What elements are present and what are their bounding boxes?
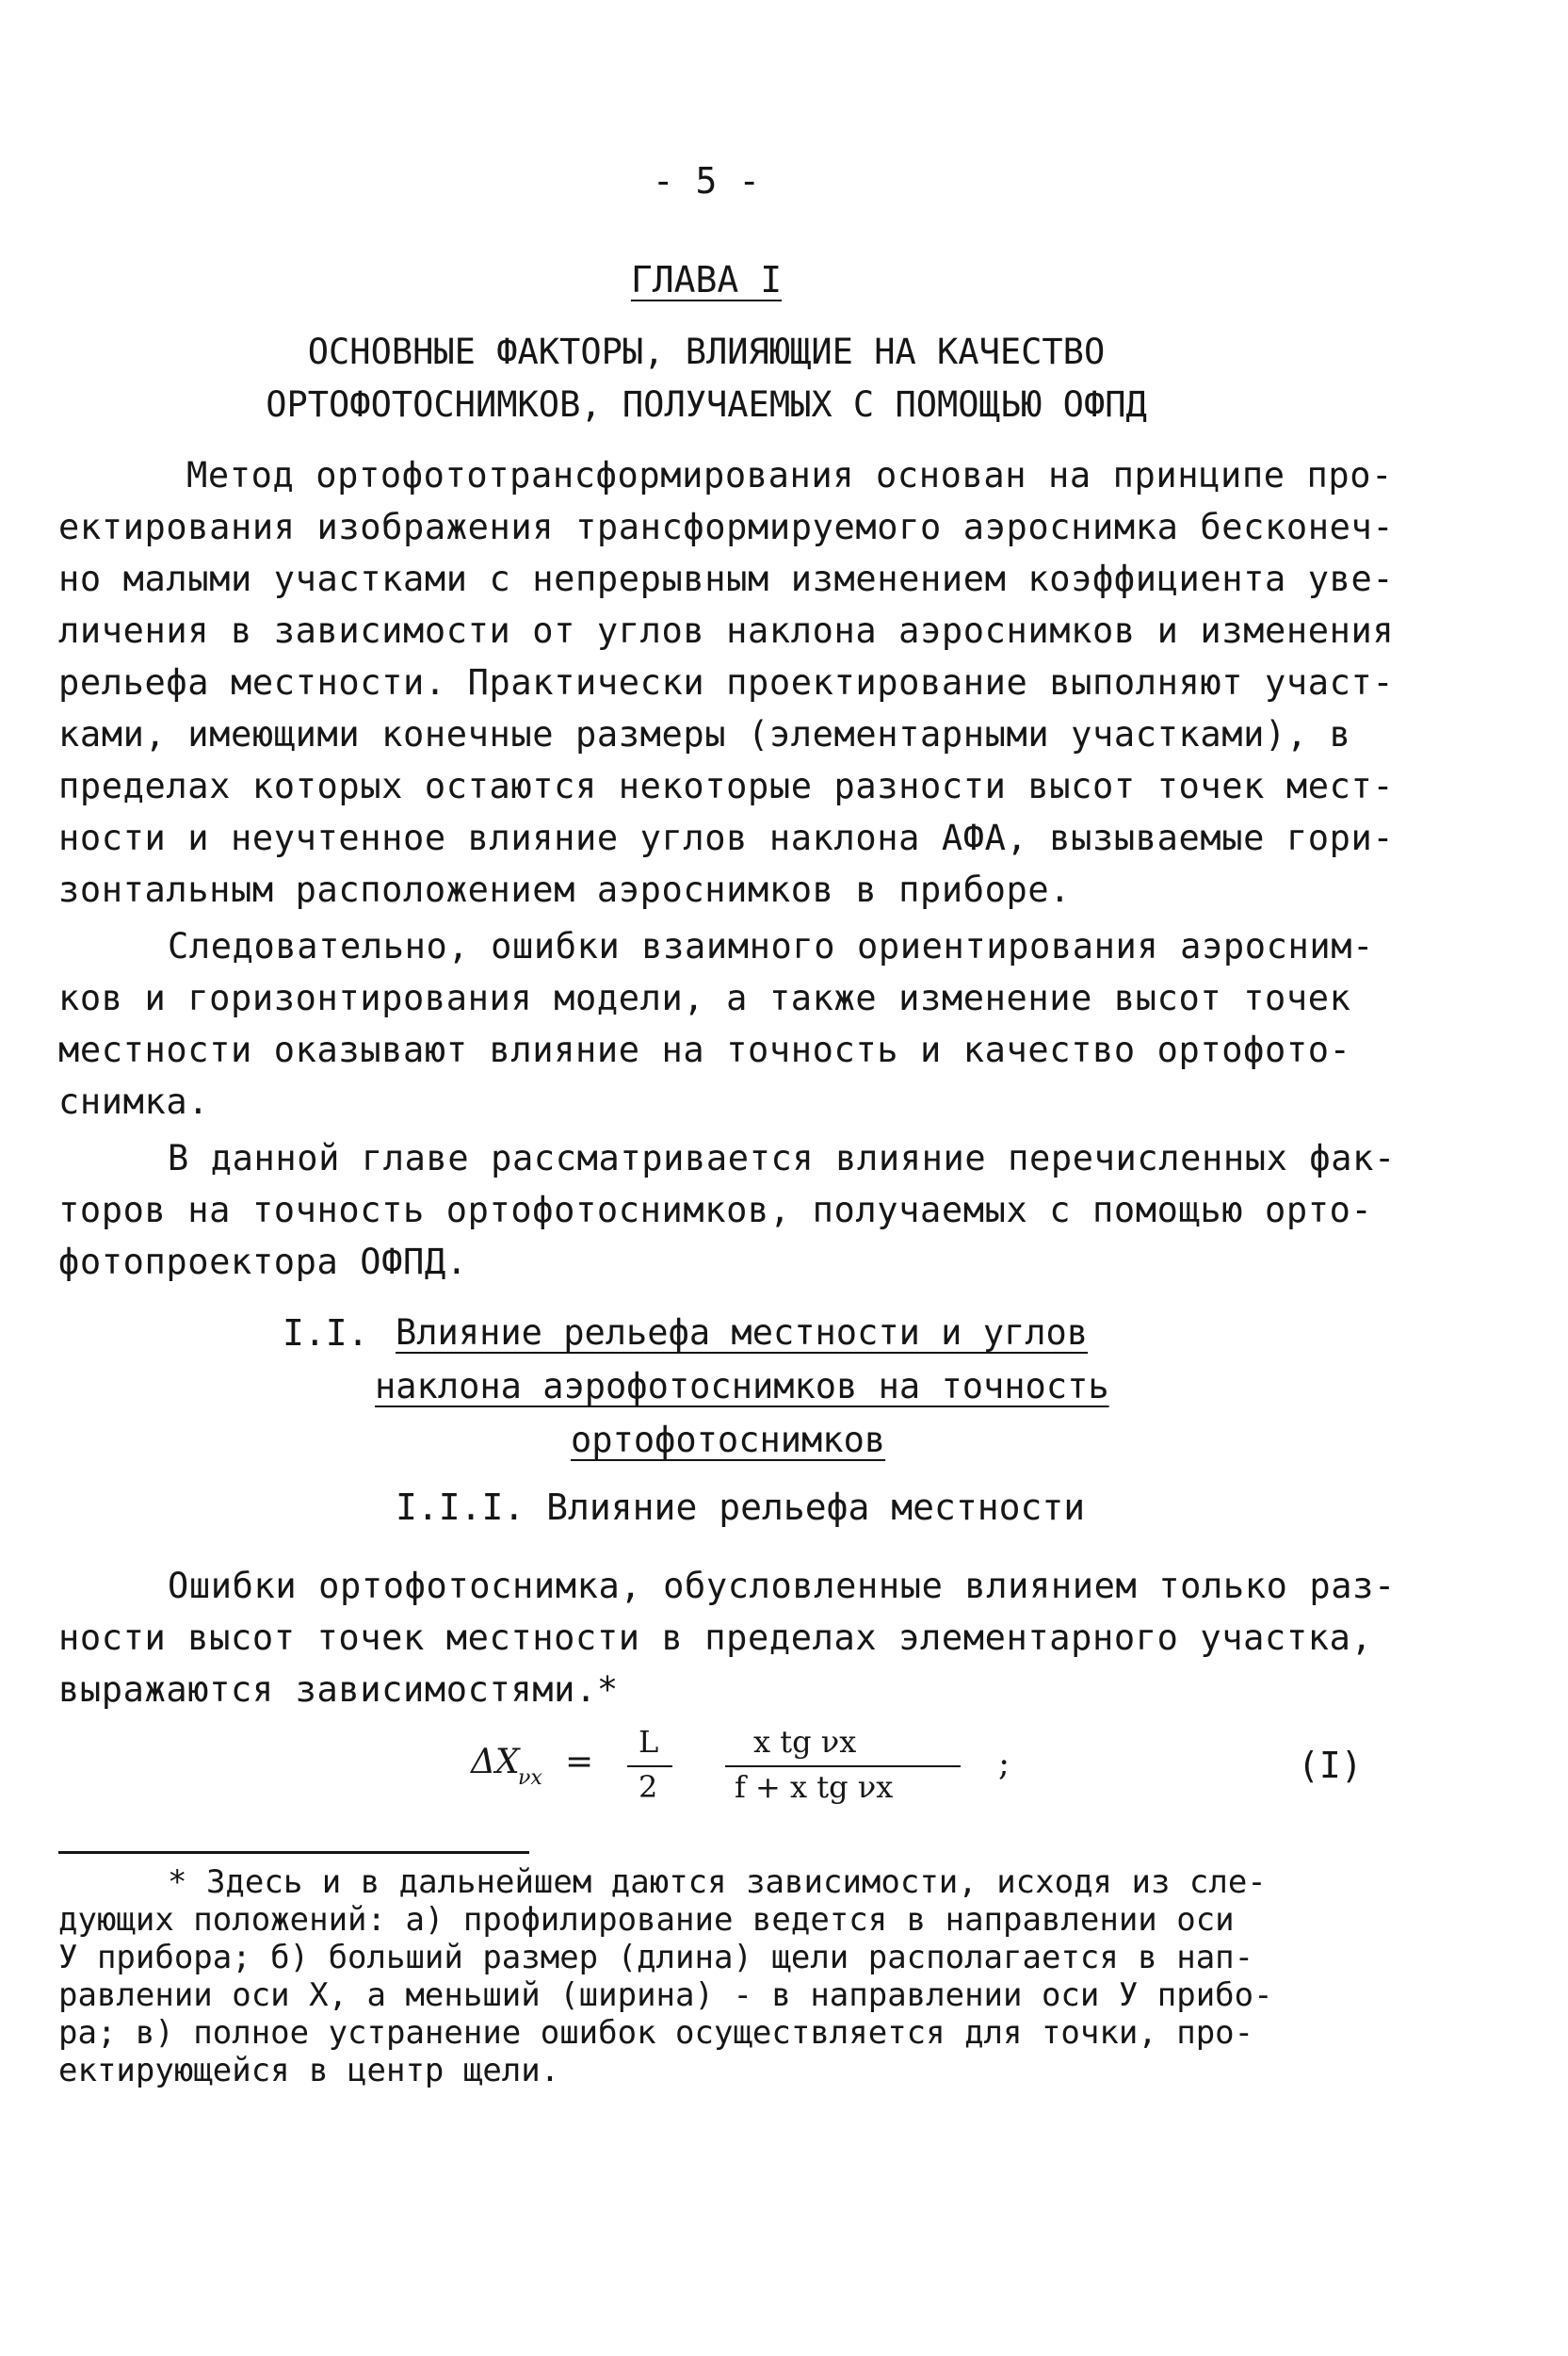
text-line: ности и неучтенное влияние углов наклона АФА, вызываемые гори- [58, 818, 1395, 858]
text-line: фотопроектора ОФПД. [58, 1242, 468, 1282]
footnote-line: У прибора; б) больший размер (длина) щели располагается в нап- [58, 1939, 1254, 1976]
page-number: - 5 - [652, 160, 761, 202]
text-line: личения в зависимости от углов наклона аэроснимков и изменения [58, 610, 1395, 651]
fraction-1-denominator: 2 [639, 1769, 658, 1805]
section-title-line-1: Влияние рельефа местности и углов [396, 1312, 1089, 1353]
text-line: но малыми участками с непрерывным изменением коэффициента уве- [58, 559, 1395, 599]
fraction-2-numerator: x tg νx [753, 1724, 857, 1760]
text-line: Ошибки ортофотоснимка, обусловленные влиянием только раз- [168, 1566, 1396, 1606]
formula-equals: = [565, 1743, 594, 1781]
footnote-separator [58, 1851, 529, 1854]
fraction-2-bar [725, 1765, 961, 1767]
section-title-line-3: ортофотоснимков [571, 1420, 886, 1460]
text-line: рельефа местности. Практически проектирование выполняют участ- [58, 662, 1395, 703]
fraction-1-bar [627, 1765, 672, 1767]
chapter-heading [0, 259, 1413, 301]
subsection-heading [396, 1487, 1085, 1528]
text-line: торов на точность ортофотоснимков, получаемых с помощью орто- [58, 1190, 1373, 1230]
text-line: В данной главе рассматривается влияние перечисленных фак- [168, 1138, 1396, 1178]
text-line: пределах которых остаются некоторые разности высот точек мест- [58, 766, 1395, 806]
footnote-line: ектирующейся в центр щели. [58, 2052, 560, 2089]
footnote-line: * Здесь и в дальнейшем даются зависимости, исходя из сле- [168, 1863, 1267, 1901]
chapter-label: ГЛАВА I [630, 259, 783, 301]
section-number: I.I. [283, 1312, 369, 1354]
text-line: ков и горизонтирования модели, а также изменение высот точек [58, 978, 1351, 1018]
footnote-line: равлении оси Х, а меньший (ширина) - в направлении оси У прибо- [58, 1976, 1273, 2014]
formula-lhs: ΔX [471, 1743, 520, 1781]
fraction-2-denominator: f + x tg νx [735, 1769, 894, 1805]
section-title-line-2: наклона аэрофотоснимков на точность [375, 1366, 1109, 1406]
footnote-line: дующих положений: а) профилирование ведется в направлении оси [58, 1901, 1235, 1939]
footnote-line: ра; в) полное устранение ошибок осуществляется для точки, про- [58, 2014, 1254, 2052]
text-line: выражаются зависимостями.* [58, 1669, 619, 1710]
chapter-title-line-2: ОРТОФОТОСНИМКОВ, ПОЛУЧАЕМЫХ С ПОМОЩЬЮ ОФПД [266, 384, 1147, 425]
formula-lhs-subscript: νx [518, 1766, 542, 1790]
text-line: Метод ортофототрансформирования основан на принципе про- [186, 455, 1394, 496]
text-line: ками, имеющими конечные размеры (элементарными участками), в [58, 714, 1351, 755]
formula-number: (I) [1298, 1745, 1363, 1786]
fraction-1-numerator: L [639, 1724, 659, 1760]
text-line: местности оказывают влияние на точность и качество ортофото- [58, 1030, 1351, 1070]
text-line: ектирования изображения трансформируемого аэроснимка бесконеч- [58, 507, 1395, 547]
text-line: ности высот точек местности в пределах элементарного участка, [58, 1617, 1373, 1658]
chapter-title-line-1: ОСНОВНЫЕ ФАКТОРЫ, ВЛИЯЮЩИЕ НА КАЧЕСТВО [307, 332, 1106, 372]
text-line: Следовательно, ошибки взаимного ориентирования аэросним- [168, 926, 1375, 967]
formula-semicolon: ; [998, 1745, 1010, 1783]
text-line: зонтальным расположением аэроснимков в приборе. [58, 869, 1072, 910]
formula-1 [471, 1724, 1413, 1828]
text-line: снимка. [58, 1081, 210, 1122]
subsection-number: I.I.I. [396, 1487, 525, 1528]
subsection-title: Влияние рельефа местности [546, 1487, 1086, 1528]
